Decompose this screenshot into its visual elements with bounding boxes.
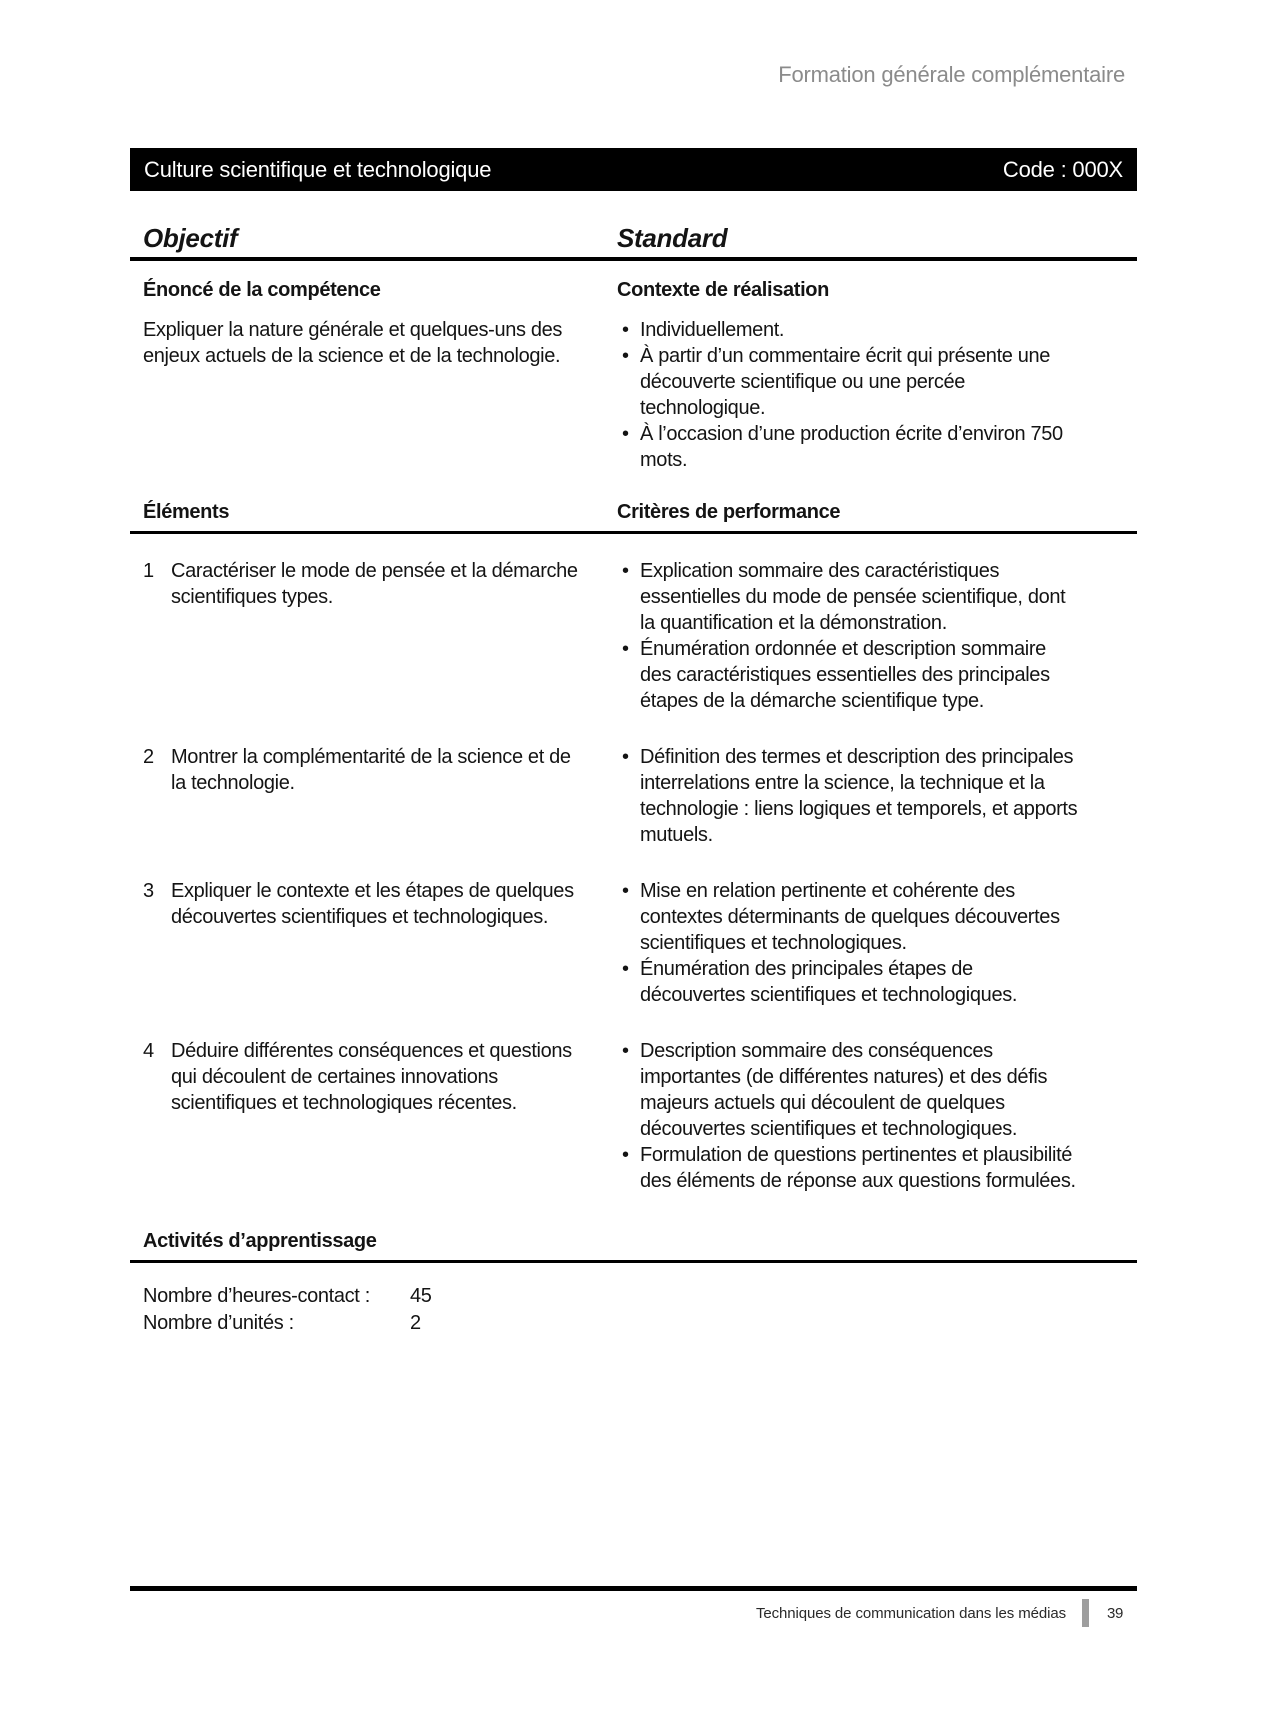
activities-rows — [130, 1283, 1137, 1337]
course-title-bar — [130, 148, 1137, 191]
page-number: 39 — [1107, 1604, 1123, 1622]
element-number: 2 — [143, 746, 154, 768]
running-header — [130, 62, 1137, 88]
context-bullet-list — [617, 317, 1137, 473]
element-cell — [130, 1038, 617, 1194]
element-row-2 — [130, 744, 1137, 848]
hours-value: 45 — [410, 1285, 432, 1307]
elements-list — [130, 534, 1137, 1194]
element-text: Caractériser le mode de pensée et la démarche scientifiques types. — [171, 560, 578, 608]
footer-text: Techniques de communication dans les médias — [755, 1604, 1066, 1622]
criterion-item: • Explication sommaire des caractéristiques essentielles du mode de pensée scientifique, dont la quantification et la démonstration. — [617, 558, 1080, 636]
criterion-item: • Mise en relation pertinente et cohérente des contextes déterminants de quelques découvertes scientifiques et technologiques. — [617, 878, 1080, 956]
criteria-list — [617, 744, 1137, 848]
element-text: Déduire différentes conséquences et questions qui découlent de certaines innovations scientifiques et technologiques récentes. — [171, 1040, 572, 1114]
element-cell — [130, 744, 617, 848]
element-text: Expliquer le contexte et les étapes de quelques découvertes scientifiques et technologiques. — [171, 880, 574, 928]
standard-header-cell — [617, 223, 1137, 253]
competence-context-block — [130, 277, 1137, 473]
hours-row — [130, 1283, 1137, 1310]
element-number: 3 — [143, 880, 154, 902]
footer-divider-bar — [1082, 1599, 1089, 1627]
criteria-list — [617, 1038, 1137, 1194]
running-header-text: Formation générale complémentaire — [778, 62, 1125, 87]
elements-heading: Éléments — [143, 501, 230, 523]
context-bullet: • Individuellement. — [617, 317, 1080, 343]
element-row-3 — [130, 878, 1137, 1008]
criteria-heading: Critères de performance — [617, 501, 841, 523]
element-number: 4 — [143, 1040, 154, 1062]
hours-label: Nombre d’heures-contact : — [143, 1285, 370, 1307]
course-title: Culture scientifique et technologique — [144, 156, 492, 182]
element-cell — [130, 878, 617, 1008]
activities-header-row — [130, 1228, 1137, 1263]
units-label: Nombre d’unités : — [143, 1312, 294, 1334]
element-cell — [130, 558, 617, 714]
elements-criteria-header-row — [130, 499, 1137, 534]
activities-heading: Activités d’apprentissage — [143, 1230, 377, 1252]
criterion-item: • Formulation de questions pertinentes et plausibilité des éléments de réponse aux questions formulées. — [617, 1142, 1080, 1194]
criterion-item: • Énumération des principales étapes de découvertes scientifiques et technologiques. — [617, 956, 1080, 1008]
units-value: 2 — [410, 1312, 421, 1334]
element-text: Montrer la complémentarité de la science et de la technologie. — [171, 746, 571, 794]
criteria-cell — [617, 878, 1137, 1008]
context-heading: Contexte de réalisation — [617, 279, 830, 301]
element-number: 1 — [143, 560, 154, 582]
criteria-cell — [617, 558, 1137, 714]
footer-content — [130, 1591, 1137, 1627]
objectif-header-cell — [130, 223, 617, 253]
standard-heading: Standard — [617, 223, 728, 253]
objectif-standard-header-row — [130, 223, 1137, 261]
element-row-1 — [130, 558, 1137, 714]
page-footer — [130, 1586, 1137, 1627]
criteria-cell — [617, 744, 1137, 848]
course-code: Code : 000X — [1002, 156, 1123, 182]
context-column — [617, 277, 1137, 473]
competence-text: Expliquer la nature générale et quelques-uns des enjeux actuels de la science et de la technologie. — [143, 319, 563, 367]
competence-heading: Énoncé de la compétence — [143, 279, 381, 301]
document-page — [130, 62, 1137, 1337]
competence-column — [130, 277, 617, 473]
activities-section — [130, 1228, 1137, 1337]
criterion-item: • Description sommaire des conséquences importantes (de différentes natures) et des défis majeurs actuels qui découlent de quelques découvertes scientifiques et technologiques. — [617, 1038, 1080, 1142]
objectif-heading: Objectif — [143, 223, 238, 253]
criterion-item: • Définition des termes et description des principales interrelations entre la science, la technique et la technologie : liens logiques et temporels, et apports mutuels. — [617, 744, 1080, 848]
element-row-4 — [130, 1038, 1137, 1194]
criteria-list — [617, 558, 1137, 714]
context-bullet: • À partir d’un commentaire écrit qui présente une découverte scientifique ou une percée technologique. — [617, 343, 1080, 421]
units-row — [130, 1310, 1137, 1337]
criterion-item: • Énumération ordonnée et description sommaire des caractéristiques essentielles des principales étapes de la démarche scientifique type. — [617, 636, 1080, 714]
criteria-list — [617, 878, 1137, 1008]
context-bullet: • À l’occasion d’une production écrite d’environ 750 mots. — [617, 421, 1080, 473]
criteria-cell — [617, 1038, 1137, 1194]
